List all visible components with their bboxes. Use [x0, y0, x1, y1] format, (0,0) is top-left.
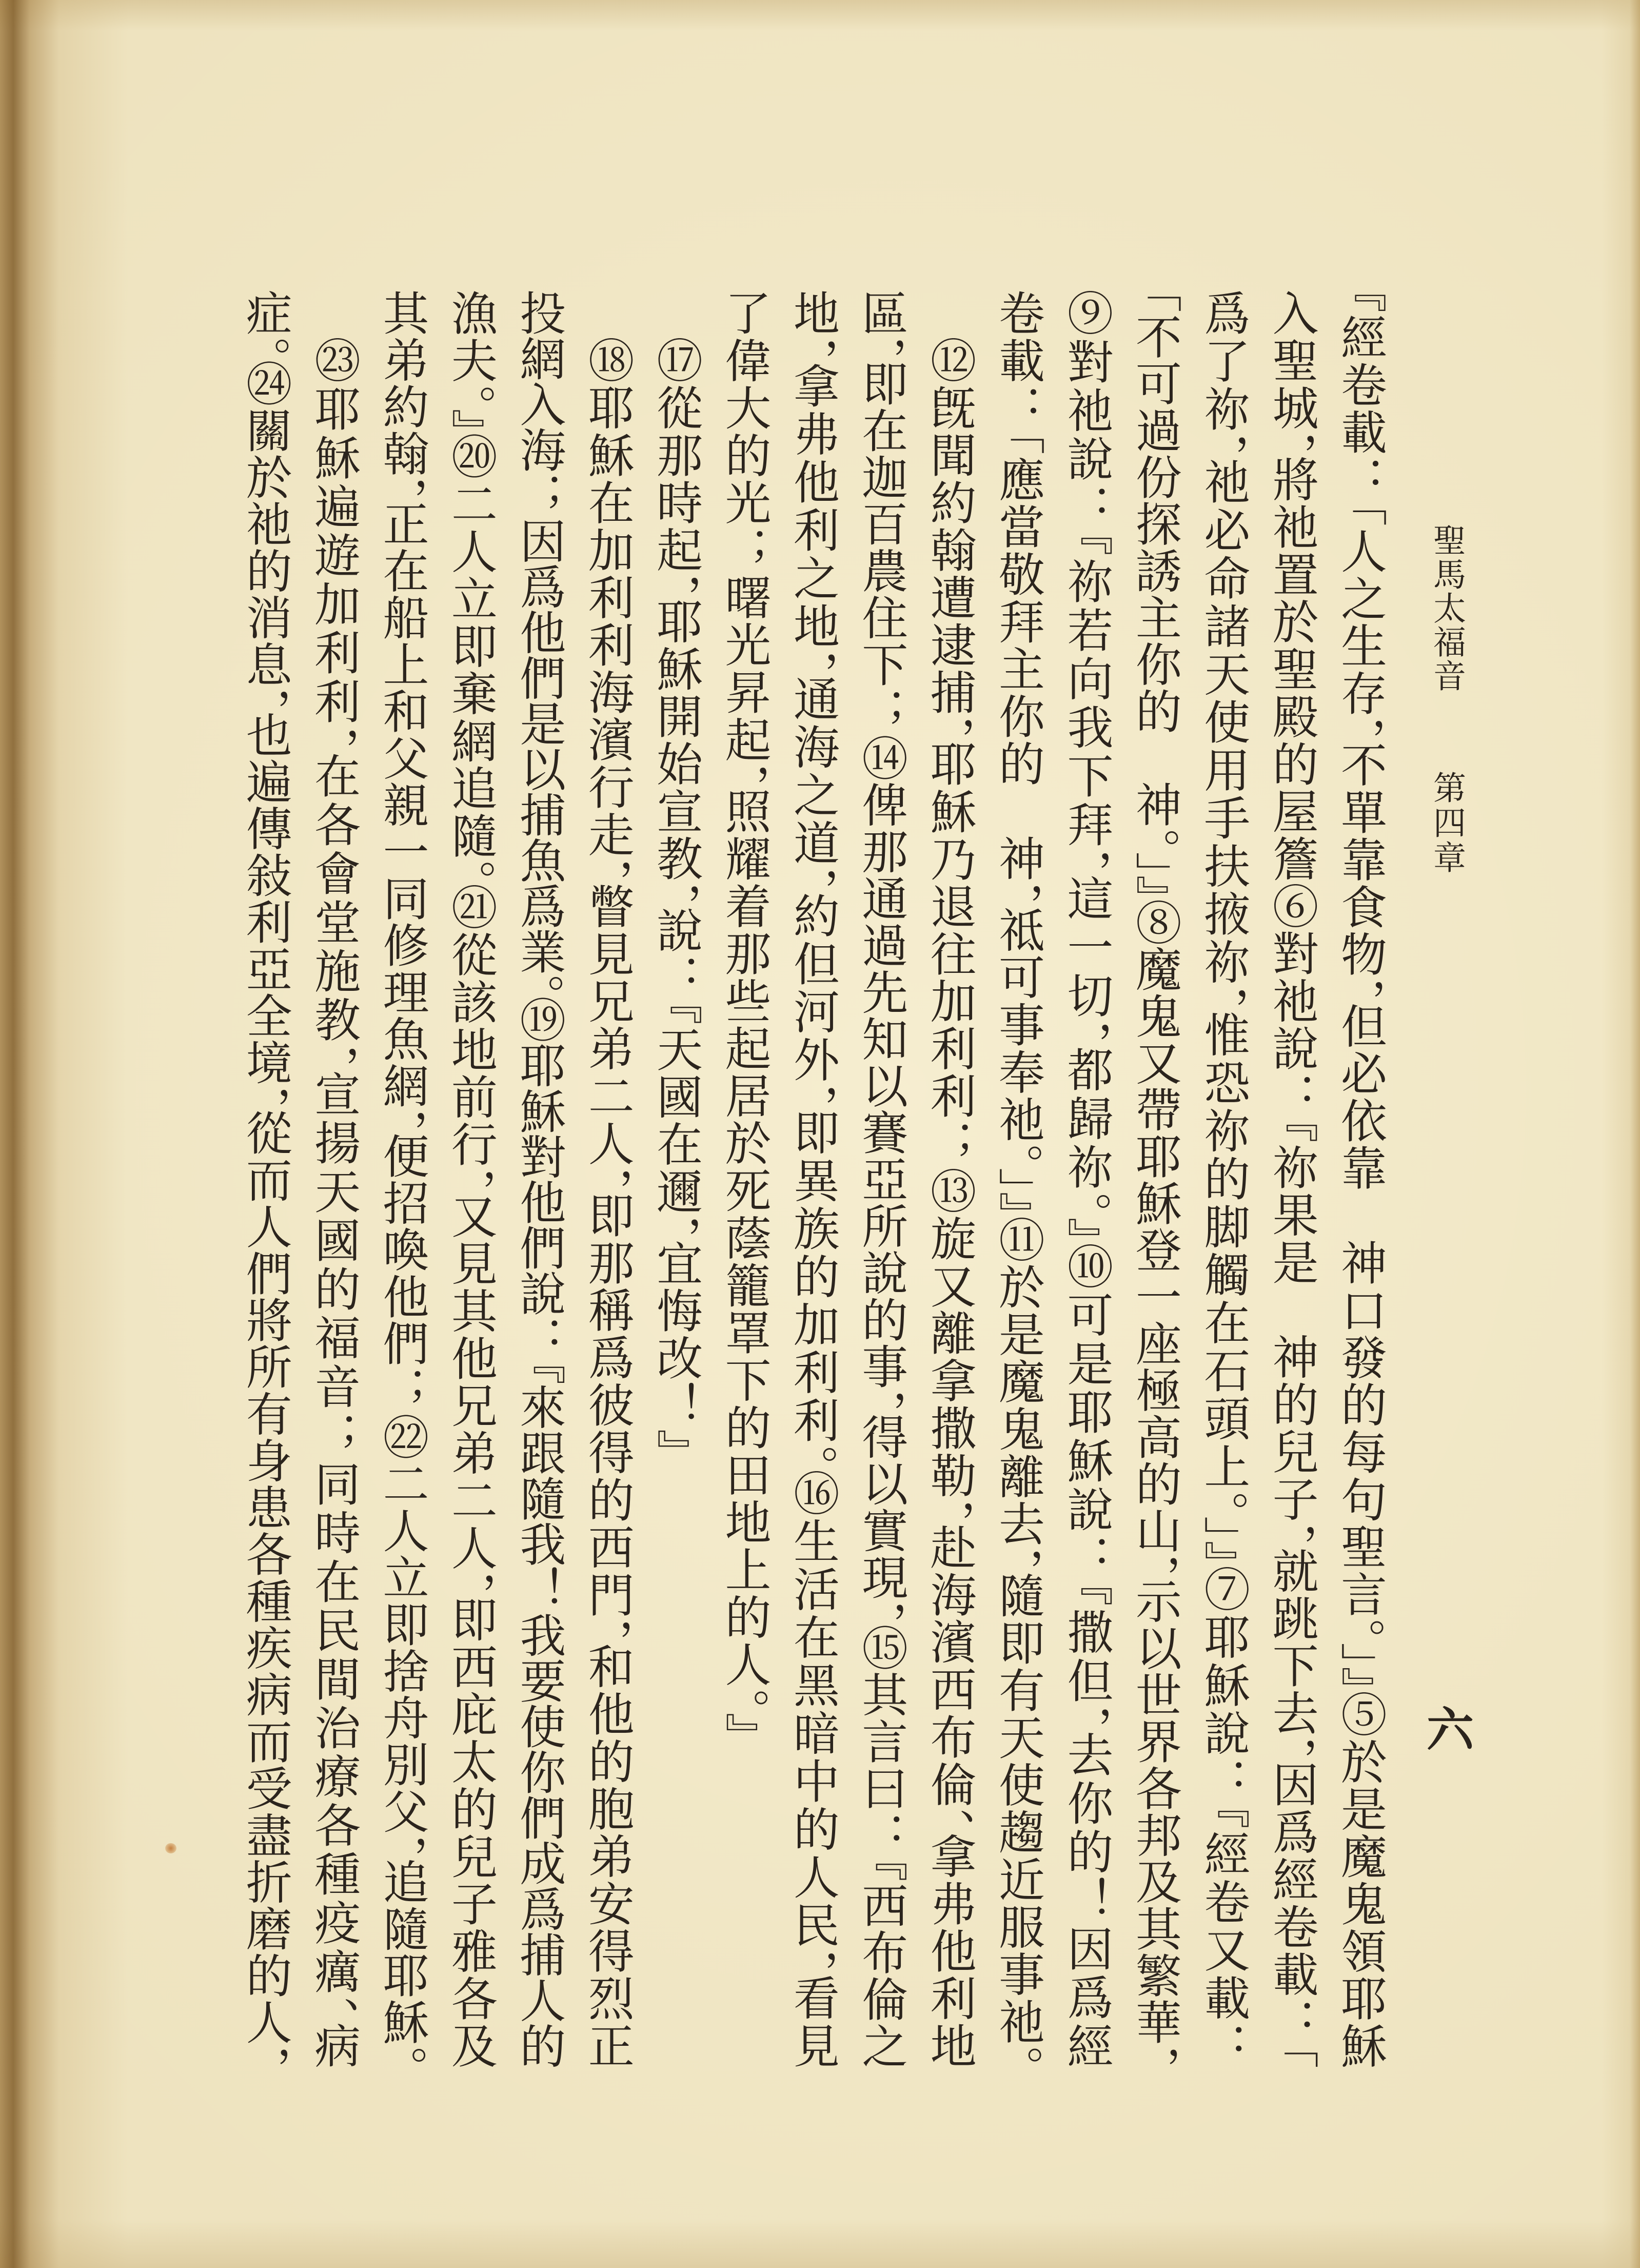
running-head-chapter: 第四章 [1428, 771, 1466, 875]
text-column [1052, 289, 1120, 2071]
text-line: 其弟約翰，正在船上和父親一同修理魚網，便招喚他們；㉒二人立即捨舟別父，追隨耶穌。 [374, 289, 429, 2069]
text-line: 區，即在迦百農住下；⑭俾那通過先知以賽亞所說的事，得以實現，⑮其言曰：『西布倫之 [854, 289, 908, 2069]
foxing-spot [165, 1843, 176, 1853]
text-column [1257, 289, 1325, 2068]
text-line: 爲了祢，祂必命諸天使用手扶掖祢，惟恐祢的脚觸在石頭上。」』⑦耶穌說：『經卷又載： [1196, 289, 1250, 2070]
text-column [846, 289, 915, 2068]
text-column [983, 289, 1052, 2068]
paragraph [230, 289, 367, 2071]
text-column [709, 289, 778, 2068]
paragraph [709, 289, 983, 2068]
text-column [504, 289, 572, 2068]
text-column [230, 289, 299, 2068]
paragraph [367, 289, 641, 2068]
text-line: 症。㉔關於祂的消息，也遍傳敍利亞全境，從而人們將所有身患各種疾病而受盡折磨的人， [238, 289, 292, 2069]
text-line: 「不可過份探誘主你的 神。」』⑧魔鬼又帶耶穌登一座極高的山，示以世界各邦及其繁華， [1127, 289, 1181, 2069]
text-column [367, 289, 436, 2068]
text-column [778, 289, 846, 2068]
paragraph [641, 289, 709, 2068]
text-column [915, 289, 983, 2068]
body-text [230, 289, 1394, 2071]
text-line: 地，拿弗他利之地，通海之道，約但河外，即異族的加利利。⑯生活在黑暗中的人民，看見 [785, 289, 839, 2070]
text-line: ⑫旣聞約翰遭逮捕，耶穌乃退往加利利；⑬旋又離拿撒勒，赴海濱西布倫、拿弗他利地 [922, 337, 976, 2070]
page-number: 六 [1419, 1705, 1474, 1752]
text-line: 卷載：「應當敬拜主你的 神，祗可事奉祂。」』⑪於是魔鬼離去，隨即有天使趨近服事祂。 [991, 289, 1045, 2070]
text-line: ㉓耶穌遍遊加利利，在各會堂施教，宣揚天國的福音；同時在民間治療各種疫癘、病 [306, 337, 361, 2071]
text-line: 『經卷載：「人之生存，不單靠食物，但必依靠 神口發的每句聖言。」』⑤於是魔鬼領耶穌 [1333, 289, 1387, 2070]
text-line: 了偉大的光；曙光昇起，照耀着那些起居於死蔭籠罩下的田地上的人。』 [717, 289, 771, 1737]
text-line: 漁夫。』⑳二人立即棄網追隨。㉑從該地前行，又見其他兄弟二人，即西庇太的兒子雅各及 [443, 289, 497, 2070]
text-column [1189, 289, 1257, 2068]
running-head-title: 聖馬太福音 [1428, 523, 1466, 693]
text-column [1120, 289, 1188, 2068]
text-line: 投網入海；因爲他們是以捕魚爲業。⑲耶穌對他們說：『來跟隨我！我要使你們成爲捕人的 [511, 289, 566, 2068]
text-column [299, 289, 367, 2071]
text-line: ⑱耶穌在加利利海濱行走，瞥見兄弟二人，即那稱爲彼得的西門，和他的胞弟安得烈正 [580, 337, 634, 2070]
text-line: ⑨對祂說：『祢若向我下拜，這一切，都歸祢。』⑩可是耶穌說：『撒但，去你的！因爲經 [1059, 289, 1113, 2071]
text-column [1326, 289, 1394, 2068]
paragraph [983, 289, 1394, 2071]
text-line: 入聖城，將祂置於聖殿的屋簷⑥對祂說：『祢果是 神的兒子，就跳下去，因爲經卷載：「 [1264, 289, 1318, 2070]
text-line: ⑰從那時起，耶穌開始宣教，說：『天國在邇，宜悔改！』 [648, 337, 703, 1454]
text-column [641, 289, 709, 2068]
text-column [436, 289, 504, 2068]
text-column [572, 289, 641, 2068]
